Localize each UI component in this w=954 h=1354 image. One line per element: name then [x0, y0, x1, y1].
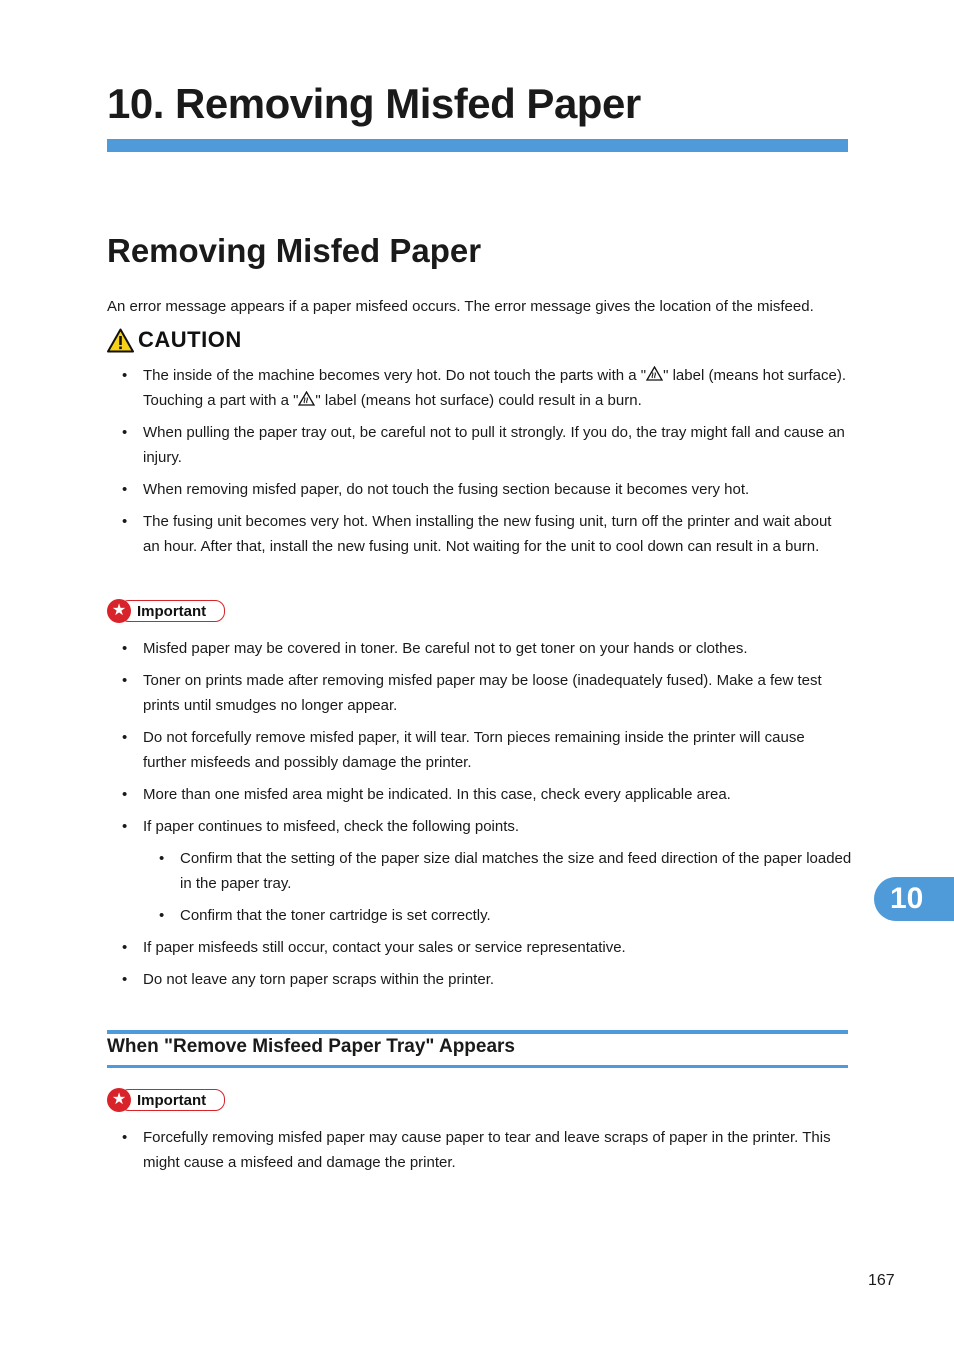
important-item: • Misfed paper may be covered in toner. Be careful not to get toner on your hands or clothes. [107, 636, 852, 661]
check-points-list [143, 846, 852, 928]
important-label: Important [119, 1089, 225, 1111]
subsection-title: When "Remove Misfeed Paper Tray" Appears [107, 1036, 515, 1057]
important-badge [107, 600, 225, 622]
star-icon: ★ [107, 599, 131, 623]
important-item: • Forcefully removing misfed paper may cause paper to tear and leave scraps of paper in the printer. This might cause a misfeed and damage the printer. [107, 1125, 852, 1175]
caution-list [107, 363, 852, 566]
important-list [107, 636, 852, 999]
caution-item: • When pulling the paper tray out, be careful not to pull it strongly. If you do, the tray might fall and cause an injury. [107, 420, 852, 470]
caution-item-hot-surface: • The inside of the machine becomes very hot. Do not touch the parts with a " " label (means hot surface). Touching a part with a " " label (means hot surface) could result in a burn. [107, 363, 852, 413]
subsection-rule-bottom [107, 1065, 848, 1068]
important-item: • More than one misfed area might be indicated. In this case, check every applicable area. [107, 782, 852, 807]
warning-triangle-icon [107, 328, 134, 353]
chapter-tab: 10 [874, 877, 954, 921]
section-intro: An error message appears if a paper misfeed occurs. The error message gives the location of the misfeed. [107, 298, 814, 315]
check-point-item: • Confirm that the setting of the paper size dial matches the size and feed direction of the paper loaded in the paper tray. [143, 846, 852, 896]
page-number: 167 [868, 1272, 895, 1289]
chapter-title: 10. Removing Misfed Paper [107, 80, 641, 127]
important-item: • If paper misfeeds still occur, contact your sales or service representative. [107, 935, 852, 960]
hot-surface-icon [646, 366, 663, 381]
important-badge [107, 1089, 225, 1111]
star-icon: ★ [107, 1088, 131, 1112]
caution-label: CAUTION [138, 327, 242, 352]
subsection-rule-top [107, 1030, 848, 1034]
important-item: • Do not leave any torn paper scraps within the printer. [107, 967, 852, 992]
chapter-title-rule [107, 139, 848, 152]
important-item: • Do not forcefully remove misfed paper, it will tear. Torn pieces remaining inside the printer will cause further misfeeds and possibly damage the printer. [107, 725, 852, 775]
important-item: • Toner on prints made after removing misfed paper may be loose (inadequately fused). Make a few test prints until smudges no longer appear. [107, 668, 852, 718]
subsection-important-list [107, 1125, 852, 1182]
hot-surface-icon [298, 391, 315, 406]
check-point-item: • Confirm that the toner cartridge is set correctly. [143, 903, 852, 928]
caution-item: • The fusing unit becomes very hot. When installing the new fusing unit, turn off the printer and wait about an hour. After that, install the new fusing unit. Not waiting for the unit to cool down can result in a burn. [107, 509, 852, 559]
section-title: Removing Misfed Paper [107, 232, 482, 269]
caution-heading [107, 326, 242, 354]
important-label: Important [119, 600, 225, 622]
important-item-with-points: • If paper continues to misfeed, check the following points. • Confirm that the setting of the paper size dial matches the size and feed direction of the paper loaded in the paper tray. • Confirm that the toner cartridge is set correctly. [107, 814, 852, 928]
caution-item: • When removing misfed paper, do not touch the fusing section because it becomes very hot. [107, 477, 852, 502]
